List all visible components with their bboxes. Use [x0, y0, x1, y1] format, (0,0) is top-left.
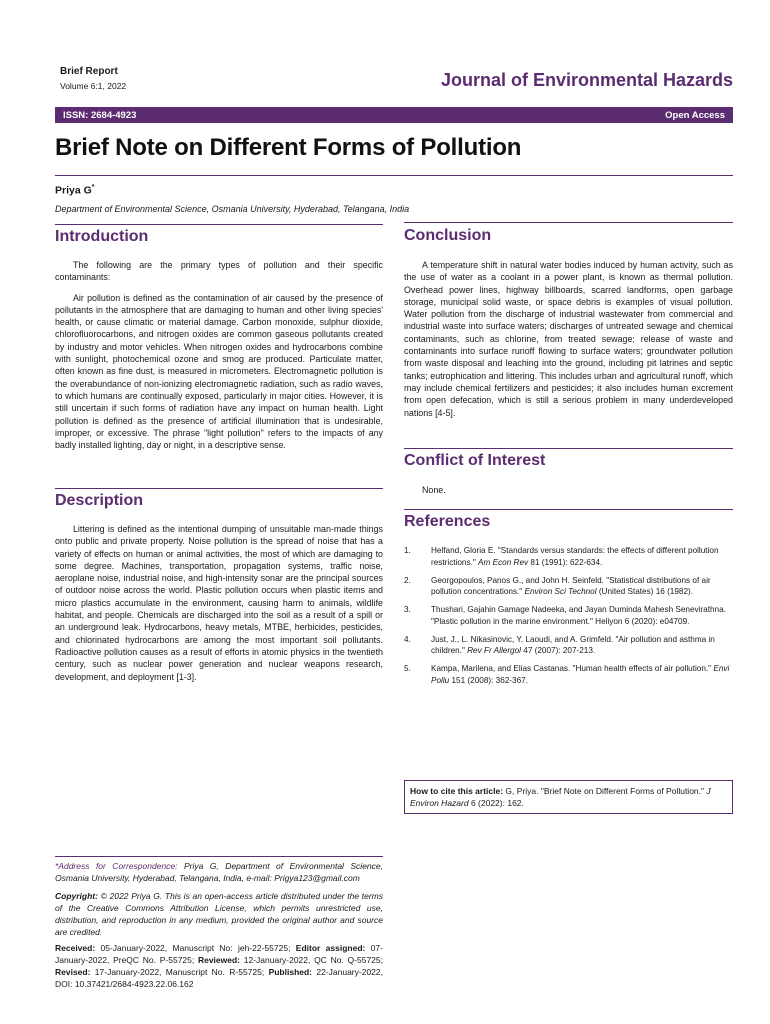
reference-number: 1.: [404, 546, 411, 555]
issn-bar: [55, 107, 733, 123]
reference-number: 2.: [404, 575, 411, 585]
issn: ISSN: 2684-4923: [63, 109, 137, 121]
journal-name: Journal of Environmental Hazards: [440, 70, 733, 90]
date-label: Editor assigned:: [295, 943, 366, 953]
citation-rest: 6 (2022): 162.: [468, 798, 524, 808]
reference-text: [431, 604, 733, 627]
reference-details: (United States) 16 (1982).: [596, 587, 694, 596]
reference-number: 5.: [404, 664, 411, 673]
conflict-body: [404, 484, 733, 496]
description-divider: [55, 488, 383, 489]
publication-dates: [55, 942, 383, 990]
article-type: Brief Report: [60, 66, 118, 77]
correspondence-label: *Address for Correspondence:: [55, 861, 178, 871]
references-divider: [404, 509, 733, 510]
open-access-label: Open Access: [665, 109, 725, 121]
conclusion-paragraph: A temperature shift in natural water bodies induced by human activity, such as the use of water as a coolant in a power plant, is known as thermal pollution. Overhead power lines, highway billboards, scarred landforms, open garbage storage, municipal solid waste, or space debris is examples of visual pollution. Water pollution from the discharge of industrial wastewater from commercial and industrial waste into surface waters; discharges of untreated sewage and chemical contaminants, such as chlorine, from treated sewage; release of waste and contaminants into surface runoff flowing to surface waters; groundwater pollution from waste disposal and leaching into the ground, including pit latrines and septic tanks; eutrophication and littering. This includes urban and agricultural runoff, which may include chemical fertilizers and pesticides; it also includes human excrement from open defecation, which is still a serious problem in many underdeveloped nations [4-5].: [404, 260, 733, 418]
reference-source: Rev Fr Allergol: [467, 646, 521, 655]
conflict-divider: [404, 448, 733, 449]
date-value: 12-January-2022, QC No. Q-55725;: [240, 955, 383, 965]
volume-info: Volume 6:1, 2022: [60, 81, 127, 91]
conflict-heading: Conflict of Interest: [404, 452, 546, 469]
citation-box: [404, 780, 733, 814]
reference-citation: Thushari, Gajahin Gamage Nadeeka, and Jayan Duminda Mahesh Senevirathna. "Plastic pollution in the marine environment." Heliyon 6 (2020): e04709.: [431, 605, 726, 626]
copyright-text: © 2022 Priya G. This is an open-access article distributed under the terms of the Creative Commons Attribution License, which permits unrestricted use, distribution, and reproduction in any medium, provided the original author and source are credited.: [55, 891, 383, 937]
reference-item: [404, 575, 733, 598]
reference-citation: Helfand, Gloria E. "Standards versus standards: the effects of different pollution restrictions.": [431, 546, 719, 567]
copyright: [55, 890, 383, 938]
description-heading: Description: [55, 492, 144, 509]
reference-item: [404, 604, 733, 627]
intro-paragraph-2: Air pollution is defined as the contamination of air caused by the presence of pollutants in the atmosphere that are damaging to human and other living species' health, or cause climatic or material damage. Carbon monoxide, sulphur dioxide, chlorofluorocarbons, and nitrogen oxides are common gaseous pollutants created by industry and motor vehicles. When nitrogen oxides and hydrocarbons combine with sunlight, photochemical ozone and smog are produced. Particulate matter, often known as fine dust, is measured in micrometers. Electromagnetic pollution is the overabundance of non-ionizing electromagnetic radiation, such as radio waves, to which humans are continually exposed, particularly in major cities. However, it is still uncertain if such forms of radiation have any impact on human health. Light pollution is defined as the presence of artificial illumination that is undesirable, improper, or excessive. The phrase "light pollution" refers to the impacts of any badly installed lighting, day or night, in a descriptive sense.: [55, 292, 383, 451]
date-label: Published:: [268, 967, 313, 977]
citation-source: J Environ Hazard: [410, 786, 711, 808]
reference-text: [431, 545, 733, 568]
correspondence-text: Priya G, Department of Environmental Science, Osmania University, Hyderabad, Telangana, India, e-mail: Prigya123@gmail.com: [55, 861, 383, 883]
reference-item: [404, 663, 733, 686]
introduction-heading: Introduction: [55, 228, 149, 245]
conclusion-body: [404, 259, 733, 419]
author: [55, 184, 95, 197]
references-list-wrap: [404, 545, 733, 693]
introduction-body: [55, 259, 383, 451]
references-list: [404, 545, 733, 686]
description-body: [55, 523, 383, 683]
affiliation: Department of Environmental Science, Osmania University, Hyderabad, Telangana, India: [55, 204, 410, 214]
references-heading: References: [404, 513, 491, 530]
reference-text: [431, 634, 733, 657]
author-mark: *: [91, 184, 95, 191]
conclusion-divider: [404, 222, 733, 223]
date-label: Revised:: [55, 967, 91, 977]
reference-text: [431, 575, 733, 598]
conclusion-heading: Conclusion: [404, 227, 492, 244]
reference-source: Environ Sci Technol: [524, 587, 597, 596]
reference-details: 151 (2008): 362-367.: [449, 675, 528, 685]
reference-number: 4.: [404, 634, 411, 644]
reference-item: [404, 545, 733, 568]
reference-citation: Kampa, Marilena, and Elias Castanas. "Human health effects of air pollution.": [431, 664, 714, 673]
intro-paragraph-1: The following are the primary types of pollution and their specific contaminants:: [55, 260, 383, 283]
reference-details: 47 (2007): 207-213.: [520, 646, 596, 655]
reference-source: Envi Pollu: [431, 664, 730, 685]
date-value: 22-January-2022, DOI: 10.37421/2684-4923.22.06.162: [55, 967, 383, 989]
date-label: Reviewed:: [197, 955, 241, 965]
reference-details: 81 (1991): 622-634.: [528, 557, 603, 567]
date-value: 05-January-2022, Manuscript No: jeh-22-55725;: [95, 943, 296, 953]
author-name: Priya G: [55, 184, 92, 197]
intro-divider: [55, 224, 383, 225]
correspondence: [55, 860, 383, 884]
footer-divider: [55, 856, 383, 857]
reference-source: Am Econ Rev: [478, 557, 529, 567]
conflict-text: None.: [422, 485, 446, 495]
reference-citation: Georgopoulos, Panos G., and John H. Seinfeld. "Statistical distributions of air pollution concentrations.": [431, 575, 711, 596]
title-divider: [55, 175, 733, 176]
citation-label: How to cite this article:: [410, 786, 504, 796]
date-value: 07-January-2022, PreQC No. P-55725;: [55, 943, 383, 965]
date-label: Received:: [55, 943, 96, 953]
copyright-label: Copyright:: [55, 891, 98, 901]
reference-text: [431, 663, 733, 686]
article-title: Brief Note on Different Forms of Pollution: [55, 134, 522, 161]
citation-text: G, Priya. "Brief Note on Different Forms of Pollution.": [503, 786, 707, 796]
description-paragraph: Littering is defined as the intentional dumping of unsuitable man-made things onto public and private property. Noise pollution is the spread of noise that has a variety of effects on human or animal activities, the most of which are damaging to some degree. Machines, transportation, propagation systems, traffic noise, aeroplane noise, industrial noise, and high-intensity sonar are the principal sources of outdoor noise across the world. Plastic pollution occurs when plastic items and micro plastics accumulate in the environment, causing harm to animals, wildlife habitat, and people. Chemicals are discharged into the soil as a result of a spill or an underground leak. Hydrocarbons, heavy metals, MTBE, herbicides, pesticides, and chlorinated hydrocarbons are among the most important soil pollutants. Radioactive pollution causes as a result of efforts in atomic physics in the twentieth century, such as nuclear power generation and nuclear weapons research, development, and deployment [1-3].: [55, 524, 383, 682]
reference-item: [404, 634, 733, 657]
date-value: 17-January-2022, Manuscript No. R-55725;: [90, 967, 269, 977]
reference-citation: Just, J., L. Nikasinovic, Y. Laoudi, and A. Grimfeld. "Air pollution and asthma in children.": [431, 634, 715, 655]
reference-number: 3.: [404, 605, 411, 614]
